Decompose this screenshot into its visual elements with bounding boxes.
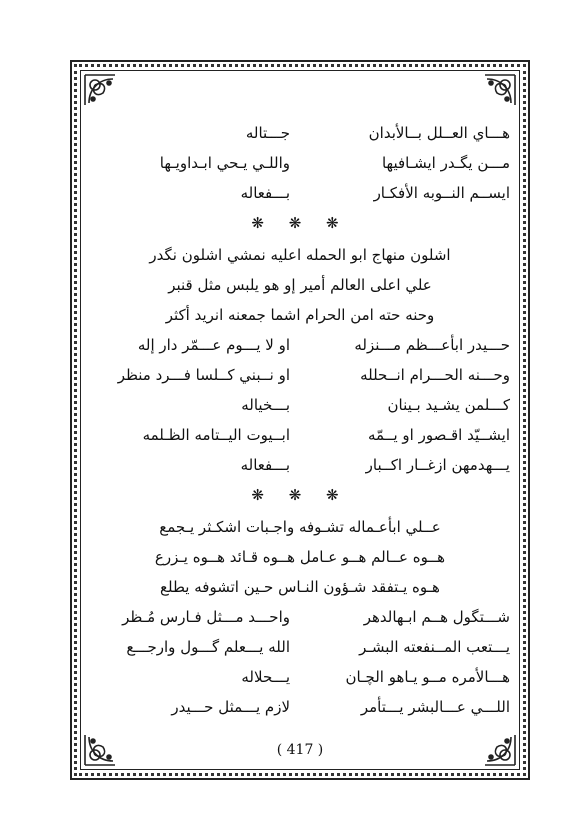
verse-second-hemistich: جـــتاله [245,124,290,142]
verse-first-hemistich: يـــتعب المــنفعته البشـر [359,638,510,656]
verse-first-hemistich: كـــلمن يشـيد بـينان [387,396,510,414]
verse-line [90,602,510,632]
verse-line [90,662,510,692]
verse-line: اشلون منهاج ابو الحمله اعليه نمشي اشلون نگدر [149,246,451,264]
verse-first-hemistich: هـــالأمره مــو يـاهو الچـان [345,668,510,686]
verse-first-hemistich: شـــتگول هــم ابـهالدهر [363,608,510,626]
corner-ornament-icon [483,73,517,107]
verse-line [90,148,510,178]
page-frame [70,60,530,780]
verse-line [90,632,510,662]
verse-first-hemistich: وحـــنه الحـــرام انــحلله [360,366,510,384]
verse-second-hemistich: واحـــد مـــثل فـارس مُـظر [122,608,290,626]
verse-first-hemistich: هـــاي العــلل بــالأبدان [368,124,510,142]
stanza-divider: ❋ ❋ ❋ [251,486,349,504]
verse-line [90,420,510,450]
verse-second-hemistich: بـــخياله [241,396,290,414]
verse-line [90,390,510,420]
verse-line [90,178,510,208]
verse-first-hemistich: يـــهدمهن ازغــار اكــبار [365,456,510,474]
corner-ornament-icon [83,73,117,107]
page-number: ( 417 ) [276,742,324,758]
verse-line: هـوه يـتفقد شـؤون النـاس حـين اتشوفه يطلع [160,578,440,596]
verse-line: علي اعلى العالم أمير إو هو يلبس مثل قنبر [168,276,432,294]
verse-line [90,450,510,480]
verse-first-hemistich: ايســم النــوبه الأفكـار [373,184,510,202]
verse-first-hemistich: مـــن يگـدر ايشـافيها [381,154,510,172]
verse-line [90,330,510,360]
verse-line [90,360,510,390]
verse-line: وحنه حته امن الحرام اشما جمعنه انريد أكثر [165,306,435,324]
verse-second-hemistich: لازم يـــمثل حـــيدر [171,698,290,716]
verse-first-hemistich: اللـــي عـــالبشر يـــتأمر [360,698,510,716]
verse-second-hemistich: او لا يـــوم عـــمّر دار إله [137,336,290,354]
stanza-divider: ❋ ❋ ❋ [251,214,349,232]
verse-second-hemistich: بـــفعاله [240,456,290,474]
verse-second-hemistich: او نــبني كــلسا فـــرد منظر [117,366,290,384]
verse-second-hemistich: ابــيوت اليــتامه الظـلمه [142,426,290,444]
verse-line [90,118,510,148]
verse-second-hemistich: الله يـــعلم گـــول وارجـــع [126,638,290,656]
verse-first-hemistich: حـــيدر ابأعـــظم مـــنزله [354,336,510,354]
verse-second-hemistich: واللـي يـحي ابـداويـها [159,154,290,172]
verse-first-hemistich: ايشــيّد اقـصور او يــمّه [367,426,510,444]
verse-line [90,692,510,722]
verse-second-hemistich: بـــفعاله [240,184,290,202]
verse-line: هــوه عــالم هــو عـامل هــوه قـائد هــوه يـزرع [154,548,446,566]
verse-second-hemistich: يـــحلاله [241,668,290,686]
verse-line: عــلي ابأعـماله تشـوفه واجـبات اشكـثر يـجمع [159,518,441,536]
